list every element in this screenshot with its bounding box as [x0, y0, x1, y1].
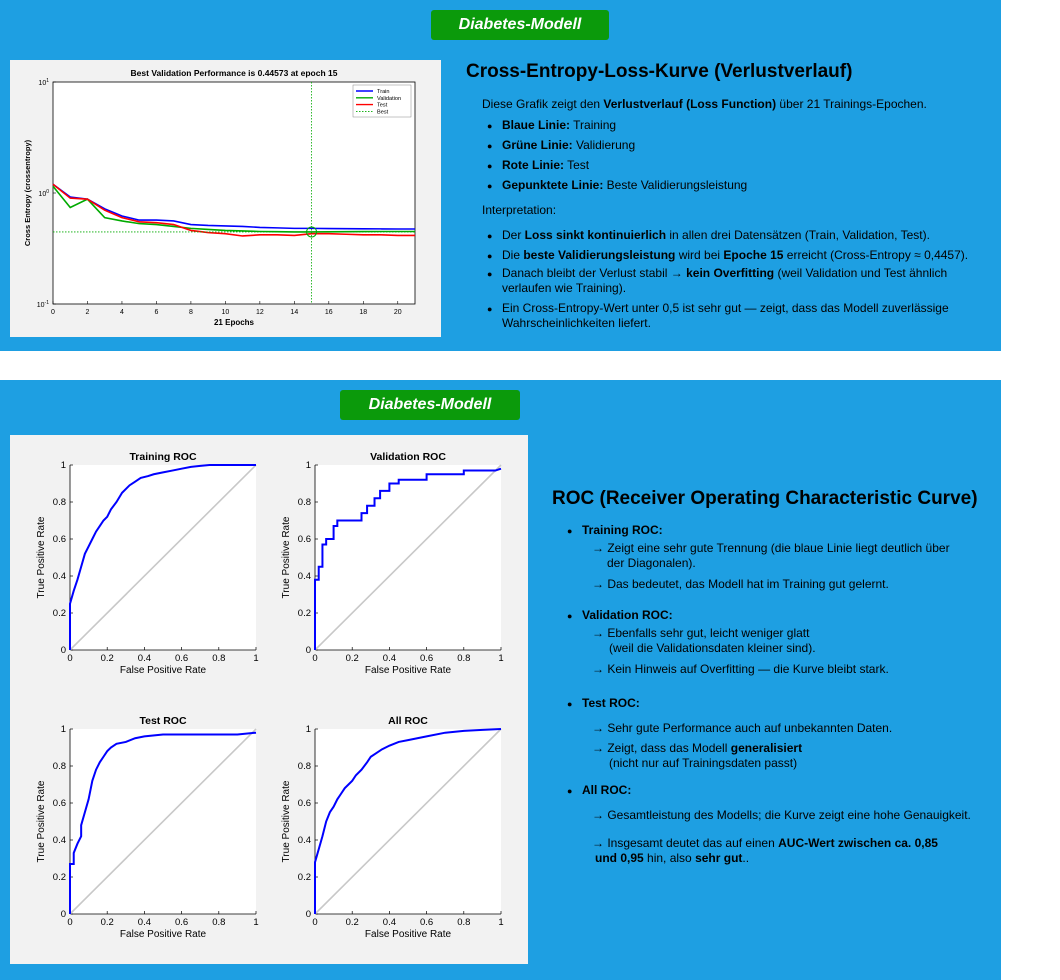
interpretation-label: Interpretation:	[482, 203, 557, 217]
loss-y-tick-label: $10^1$	[38, 78, 49, 87]
loss-x-tick-label: 6	[154, 309, 159, 316]
roc-y-tick-label: 0.6	[297, 798, 311, 809]
roc-x-tick-label: 0	[67, 917, 73, 928]
roc-y-tick-label: 1	[305, 724, 311, 735]
roc-x-tick-label: 1	[253, 653, 259, 664]
loss-y-tick-label: $10^{-1}$	[36, 300, 49, 309]
roc-chart-2	[281, 451, 504, 676]
roc-x-axis-label: False Positive Rate	[119, 665, 207, 676]
roc-y-tick-label: 0.8	[297, 497, 311, 508]
loss-intro: Diese Grafik zeigt den Verlustverlauf (Loss Function) über 21 Trainings-Epochen.	[482, 97, 927, 111]
roc-y-tick-label: 0.8	[297, 761, 311, 772]
roc-x-tick-label: 0.4	[137, 653, 152, 664]
loss-x-tick-label: 14	[290, 309, 299, 316]
roc-y-tick-label: 0	[305, 909, 311, 920]
loss-x-tick-label: 2	[85, 309, 90, 316]
roc-y-tick-label: 0.2	[52, 872, 66, 883]
roc-x-tick-label: 1	[498, 653, 504, 664]
loss-chart-title: Best Validation Performance is 0.44573 at epoch 15	[130, 68, 338, 78]
loss-legend-label: Train	[377, 89, 390, 95]
roc-x-axis-label: False Positive Rate	[364, 665, 452, 676]
loss-heading: Cross-Entropy-Loss-Kurve (Verlustverlauf)	[466, 61, 853, 82]
roc-x-tick-label: 0	[312, 653, 318, 664]
roc-x-axis-label: False Positive Rate	[119, 929, 207, 940]
loss-x-tick-label: 16	[324, 309, 333, 316]
roc-x-tick-label: 0.4	[137, 917, 152, 928]
roc-y-tick-label: 1	[60, 724, 66, 735]
roc-x-tick-label: 0.8	[457, 917, 471, 928]
roc-chart-3	[36, 715, 259, 940]
roc-y-tick-label: 1	[305, 460, 311, 471]
loss-x-tick-label: 12	[255, 309, 264, 316]
interp-item-4: ● Ein Cross-Entropy-Wert unter 0,5 ist sehr gut — zeigt, dass das Modell zuverlässige Wahrscheinlichkeiten liefert.	[502, 301, 972, 331]
model-badge: Diabetes-Modell	[340, 390, 520, 420]
roc-x-tick-label: 0	[312, 917, 318, 928]
roc-section	[0, 380, 1001, 980]
roc-chart-1	[36, 451, 259, 676]
roc-x-tick-label: 0.6	[174, 917, 189, 928]
loss-legend-label: Best	[377, 109, 389, 116]
roc-x-tick-label: 0.6	[174, 653, 189, 664]
roc-y-tick-label: 0.4	[52, 835, 66, 846]
roc-y-tick-label: 0	[305, 645, 311, 656]
roc-y-tick-label: 0.8	[52, 497, 66, 508]
roc-x-tick-label: 0	[67, 653, 73, 664]
loss-x-tick-label: 4	[119, 309, 124, 316]
loss-chart	[10, 60, 441, 337]
roc-x-tick-label: 0.4	[382, 917, 397, 928]
roc-y-tick-label: 0.6	[297, 534, 311, 545]
roc-chart-title: Validation ROC	[370, 451, 446, 463]
roc-chart-title: Training ROC	[129, 451, 197, 463]
roc-y-tick-label: 0.8	[52, 761, 66, 772]
roc-y-axis-label: True Positive Rate	[281, 516, 292, 599]
loss-section	[0, 0, 1001, 351]
roc-chart-4	[281, 715, 504, 940]
roc-x-axis-label: False Positive Rate	[364, 929, 452, 940]
roc-item-test: ● Test ROC:	[582, 696, 640, 711]
loss-legend-label: Validation	[377, 95, 402, 102]
roc-y-tick-label: 0	[60, 909, 66, 920]
roc-y-axis-label: True Positive Rate	[36, 780, 47, 863]
roc-y-tick-label: 0.2	[297, 608, 311, 619]
roc-x-tick-label: 0.2	[345, 653, 359, 664]
legend-item-validation: ● Grüne Linie: Validierung	[502, 138, 635, 153]
roc-item-training: ● Training ROC:	[582, 523, 663, 538]
legend-item-best: ● Gepunktete Linie: Beste Validierungsleistung	[502, 178, 747, 193]
roc-item-validation: ● Validation ROC:	[582, 608, 673, 623]
roc-validation-note-2: → Kein Hinweis auf Overfitting — die Kurve bleibt stark.	[592, 662, 889, 676]
roc-x-tick-label: 0.6	[419, 917, 434, 928]
roc-chart-title: Test ROC	[139, 715, 187, 727]
roc-y-tick-label: 0.2	[297, 872, 311, 883]
interp-item-2: ● Die beste Validierungsleistung wird bei Epoche 15 erreicht (Cross-Entropy ≈ 0,4457).	[502, 248, 968, 263]
roc-x-tick-label: 1	[253, 917, 259, 928]
legend-item-train: ● Blaue Linie: Training	[502, 118, 616, 133]
roc-y-tick-label: 0.6	[52, 534, 66, 545]
roc-x-tick-label: 1	[498, 917, 504, 928]
roc-heading: ROC (Receiver Operating Characteristic Curve)	[552, 488, 978, 509]
roc-charts	[10, 435, 528, 964]
loss-y-tick-label: $10^0$	[38, 189, 49, 198]
roc-chart-title: All ROC	[388, 715, 428, 727]
loss-y-axis-label: Cross Entropy (crossentropy)	[23, 139, 32, 247]
roc-y-tick-label: 0.2	[52, 608, 66, 619]
roc-y-tick-label: 0.4	[297, 835, 311, 846]
roc-x-tick-label: 0.8	[457, 653, 471, 664]
roc-x-tick-label: 0.8	[212, 917, 226, 928]
roc-y-axis-label: True Positive Rate	[36, 516, 47, 599]
loss-x-axis-label: 21 Epochs	[213, 318, 255, 327]
roc-x-tick-label: 0.2	[100, 917, 114, 928]
roc-validation-note-1: → Ebenfalls sehr gut, leicht weniger glatt (weil die Validationsdaten kleiner sind).	[592, 626, 816, 655]
loss-x-tick-label: 20	[393, 309, 402, 316]
roc-y-axis-label: True Positive Rate	[281, 780, 292, 863]
roc-x-tick-label: 0.2	[345, 917, 359, 928]
loss-x-tick-label: 10	[221, 309, 230, 316]
interp-item-3: ● Danach bleibt der Verlust stabil → kein Overfitting (weil Validation und Test ähnlich verlaufen wie Training).	[502, 266, 972, 296]
interp-item-1: ● Der Loss sinkt kontinuierlich in allen drei Datensätzen (Train, Validation, Test).	[502, 228, 930, 243]
roc-x-tick-label: 0.4	[382, 653, 397, 664]
roc-x-tick-label: 0.8	[212, 653, 226, 664]
loss-legend-label: Test	[377, 102, 388, 109]
roc-all-note-2: → Insgesamt deutet das auf einen AUC-Wert zwischen ca. 0,85 und 0,95 hin, also sehr gut..	[592, 836, 938, 865]
legend-item-test: ● Rote Linie: Test	[502, 158, 589, 173]
roc-plot-box	[10, 435, 528, 964]
roc-y-tick-label: 0.6	[52, 798, 66, 809]
roc-training-note-2: → Das bedeutet, das Modell hat im Training gut gelernt.	[592, 577, 889, 591]
roc-test-note-1: → Sehr gute Performance auch auf unbekannten Daten.	[592, 721, 893, 735]
loss-plot-box	[10, 60, 441, 337]
loss-x-tick-label: 18	[359, 309, 368, 316]
roc-y-tick-label: 1	[60, 460, 66, 471]
roc-y-tick-label: 0.4	[52, 571, 66, 582]
roc-x-tick-label: 0.6	[419, 653, 434, 664]
roc-all-note-1: → Gesamtleistung des Modells; die Kurve zeigt eine hohe Genauigkeit.	[592, 808, 971, 822]
roc-y-tick-label: 0	[60, 645, 66, 656]
loss-x-tick-label: 0	[51, 309, 55, 316]
model-badge: Diabetes-Modell	[431, 10, 609, 40]
roc-training-note-1: → Zeigt eine sehr gute Trennung (die blaue Linie liegt deutlich über der Diagonalen).	[592, 541, 950, 570]
roc-y-tick-label: 0.4	[297, 571, 311, 582]
loss-x-tick-label: 8	[188, 309, 193, 316]
roc-item-all: ● All ROC:	[582, 783, 631, 798]
roc-test-note-2: → Zeigt, dass das Modell generalisiert (nicht nur auf Trainingsdaten passt)	[592, 741, 803, 770]
roc-x-tick-label: 0.2	[100, 653, 114, 664]
